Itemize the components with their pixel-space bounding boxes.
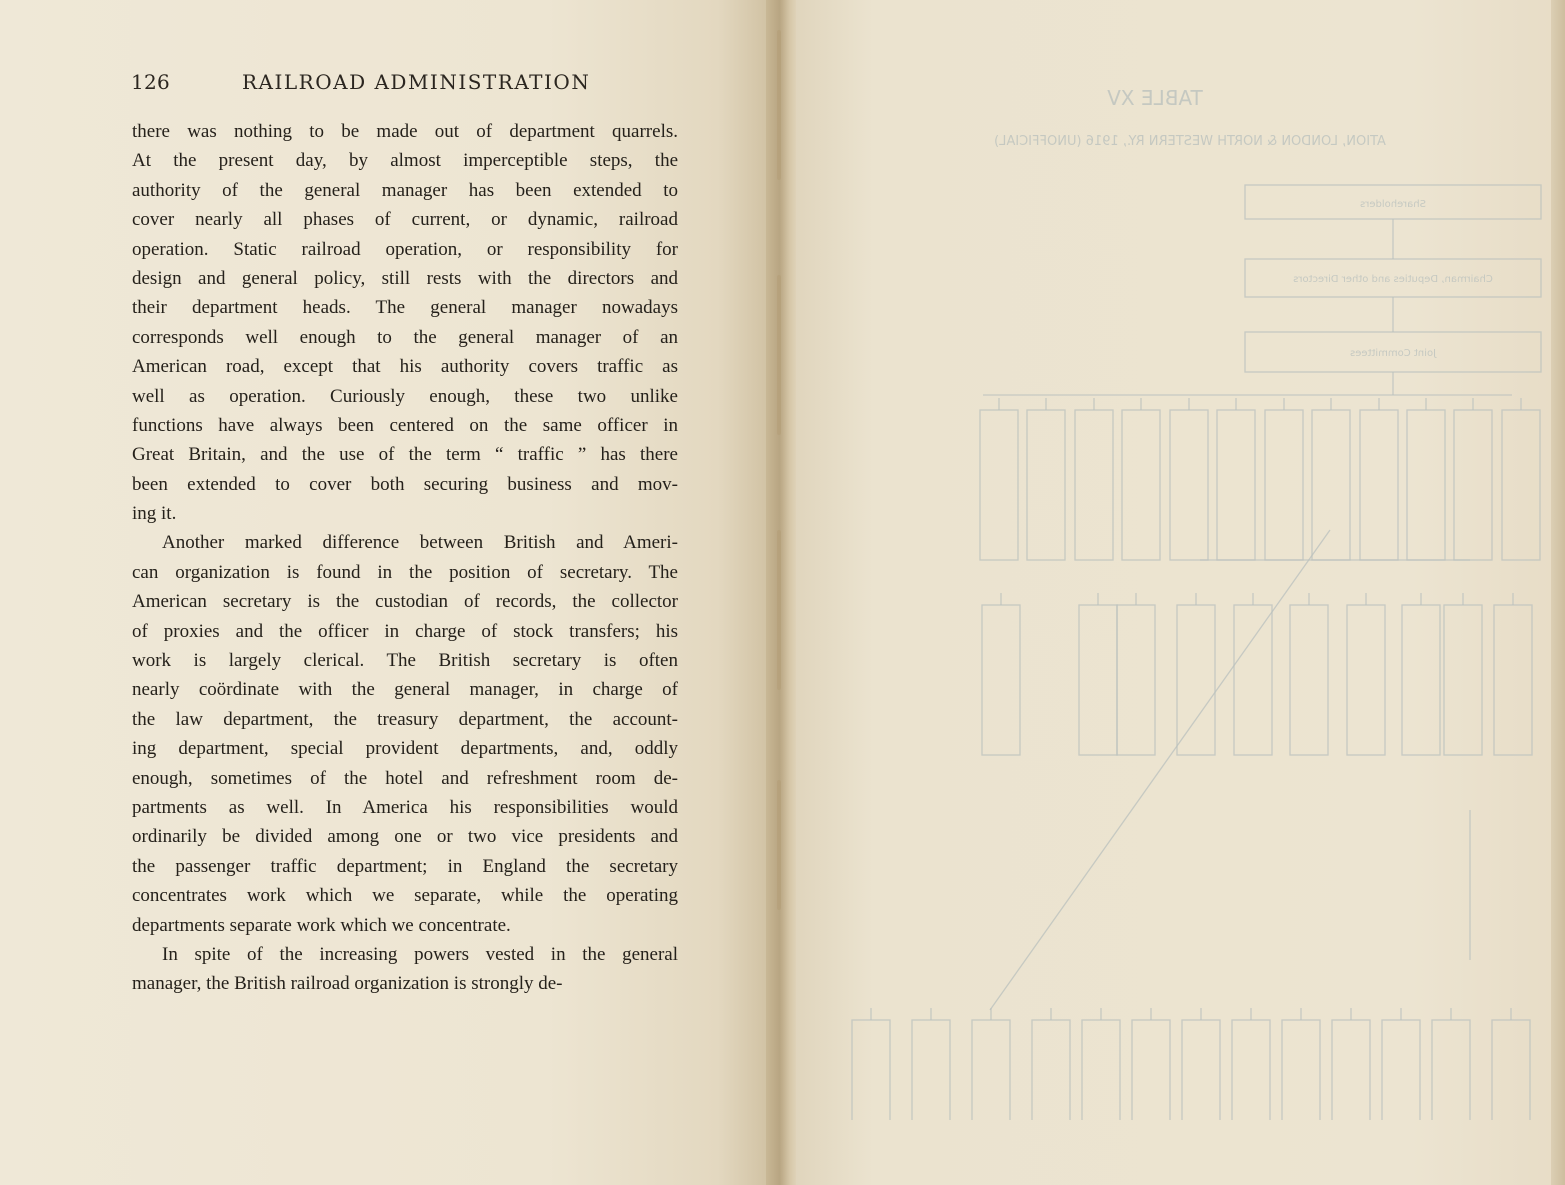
bleed-box	[1032, 1020, 1070, 1120]
text-line: American secretary is the custodian of records, the collector	[132, 591, 678, 613]
text-line: cover nearly all phases of current, or dynamic, railroad	[132, 209, 678, 231]
binding-stitch	[777, 30, 781, 180]
text-line: departments separate work which we concentrate.	[132, 914, 511, 936]
bleed-box	[972, 1020, 1010, 1120]
binding-stitch	[777, 530, 781, 690]
text-line: corresponds well enough to the general manager of an	[132, 326, 678, 348]
page-number: 126	[131, 70, 171, 94]
text-line: the passenger traffic department; in England the secretary	[132, 855, 678, 877]
bleed-box	[1402, 605, 1440, 755]
text-line: Great Britain, and the use of the term “ traffic ” has there	[132, 444, 678, 466]
bleed-box	[1117, 605, 1155, 755]
bleed-diagonal	[990, 530, 1330, 1010]
bleed-box	[1407, 410, 1445, 560]
page-heading: RAILROAD ADMINISTRATION	[242, 70, 591, 94]
text-line: ordinarily be divided among one or two vice presidents and	[132, 826, 678, 848]
bleed-box	[1177, 605, 1215, 755]
body-text	[132, 117, 678, 999]
bleed-box	[1432, 1020, 1470, 1120]
text-line: nearly coördinate with the general manager, in charge of	[132, 679, 678, 701]
bleed-box	[1082, 1020, 1120, 1120]
bleed-box	[1217, 410, 1255, 560]
text-line: In spite of the increasing powers vested in the general	[162, 943, 678, 965]
bleed-box	[1347, 605, 1385, 755]
binding-stitch	[777, 780, 781, 910]
bleed-box	[1265, 410, 1303, 560]
bleed-box	[1382, 1020, 1420, 1120]
bleed-box	[1502, 410, 1540, 560]
text-line: authority of the general manager has been extended to	[132, 179, 678, 201]
bleed-box	[1079, 605, 1117, 755]
bleed-box	[1132, 1020, 1170, 1120]
text-line: design and general policy, still rests with the directors and	[132, 267, 678, 289]
text-line: Another marked difference between British and Ameri-	[162, 532, 678, 554]
bleed-box	[1494, 605, 1532, 755]
text-line: of proxies and the officer in charge of stock transfers; his	[132, 620, 678, 642]
page-edge	[1551, 0, 1565, 1185]
bleed-box	[1122, 410, 1160, 560]
bleed-box	[1444, 605, 1482, 755]
text-line: At the present day, by almost imperceptible steps, the	[132, 150, 678, 172]
bleed-box	[980, 410, 1018, 560]
text-line: enough, sometimes of the hotel and refreshment room de-	[132, 767, 678, 789]
text-line: there was nothing to be made out of department quarrels.	[132, 121, 678, 142]
bleed-box	[1282, 1020, 1320, 1120]
bleed-box-label: Chairman, Deputies and other Directors	[1293, 274, 1493, 285]
text-line: ing department, special provident departments, and, oddly	[132, 738, 678, 760]
text-line: work is largely clerical. The British secretary is often	[132, 650, 678, 672]
bleed-box-label: Joint Committees	[1349, 348, 1437, 359]
bleed-box	[1170, 410, 1208, 560]
text-line: their department heads. The general manager nowadays	[132, 297, 678, 319]
text-line: well as operation. Curiously enough, these two unlike	[132, 385, 678, 407]
bleed-box	[1492, 1020, 1530, 1120]
text-line: concentrates work which we separate, while the operating	[132, 885, 678, 907]
bleed-box	[982, 605, 1020, 755]
bleed-box	[1312, 410, 1350, 560]
bleed-box	[1454, 410, 1492, 560]
bleed-box	[1232, 1020, 1270, 1120]
bleed-box	[1075, 410, 1113, 560]
text-line: operation. Static railroad operation, or responsibility for	[132, 238, 678, 260]
text-line: functions have always been centered on the same officer in	[132, 414, 678, 436]
bleed-box	[1182, 1020, 1220, 1120]
bleed-chart-title: ATION, LONDON & NORTH WESTERN RY., 1916 (UNOFFICIAL)	[994, 134, 1386, 149]
bleed-box-label: Shareholders	[1360, 199, 1426, 210]
text-line: American road, except that his authority covers traffic as	[132, 356, 678, 378]
text-line: can organization is found in the position of secretary. The	[132, 561, 678, 583]
text-line: the law department, the treasury department, the account-	[132, 708, 678, 730]
binding-stitch	[777, 275, 781, 435]
bleed-through-chart	[800, 60, 1550, 1120]
bleed-table-label: TABLE XV	[1107, 86, 1203, 110]
text-line: ing it.	[132, 503, 177, 525]
running-head	[131, 70, 671, 100]
text-line: been extended to cover both securing business and mov-	[132, 473, 678, 495]
text-line: partments as well. In America his responsibilities would	[132, 796, 678, 818]
bleed-box	[912, 1020, 950, 1120]
bleed-box	[1332, 1020, 1370, 1120]
bleed-box	[1290, 605, 1328, 755]
bleed-box	[1360, 410, 1398, 560]
bleed-box	[1027, 410, 1065, 560]
bleed-box	[852, 1020, 890, 1120]
book-gutter	[766, 0, 800, 1185]
bleed-box	[1234, 605, 1272, 755]
text-line: manager, the British railroad organization is strongly de-	[132, 973, 563, 995]
